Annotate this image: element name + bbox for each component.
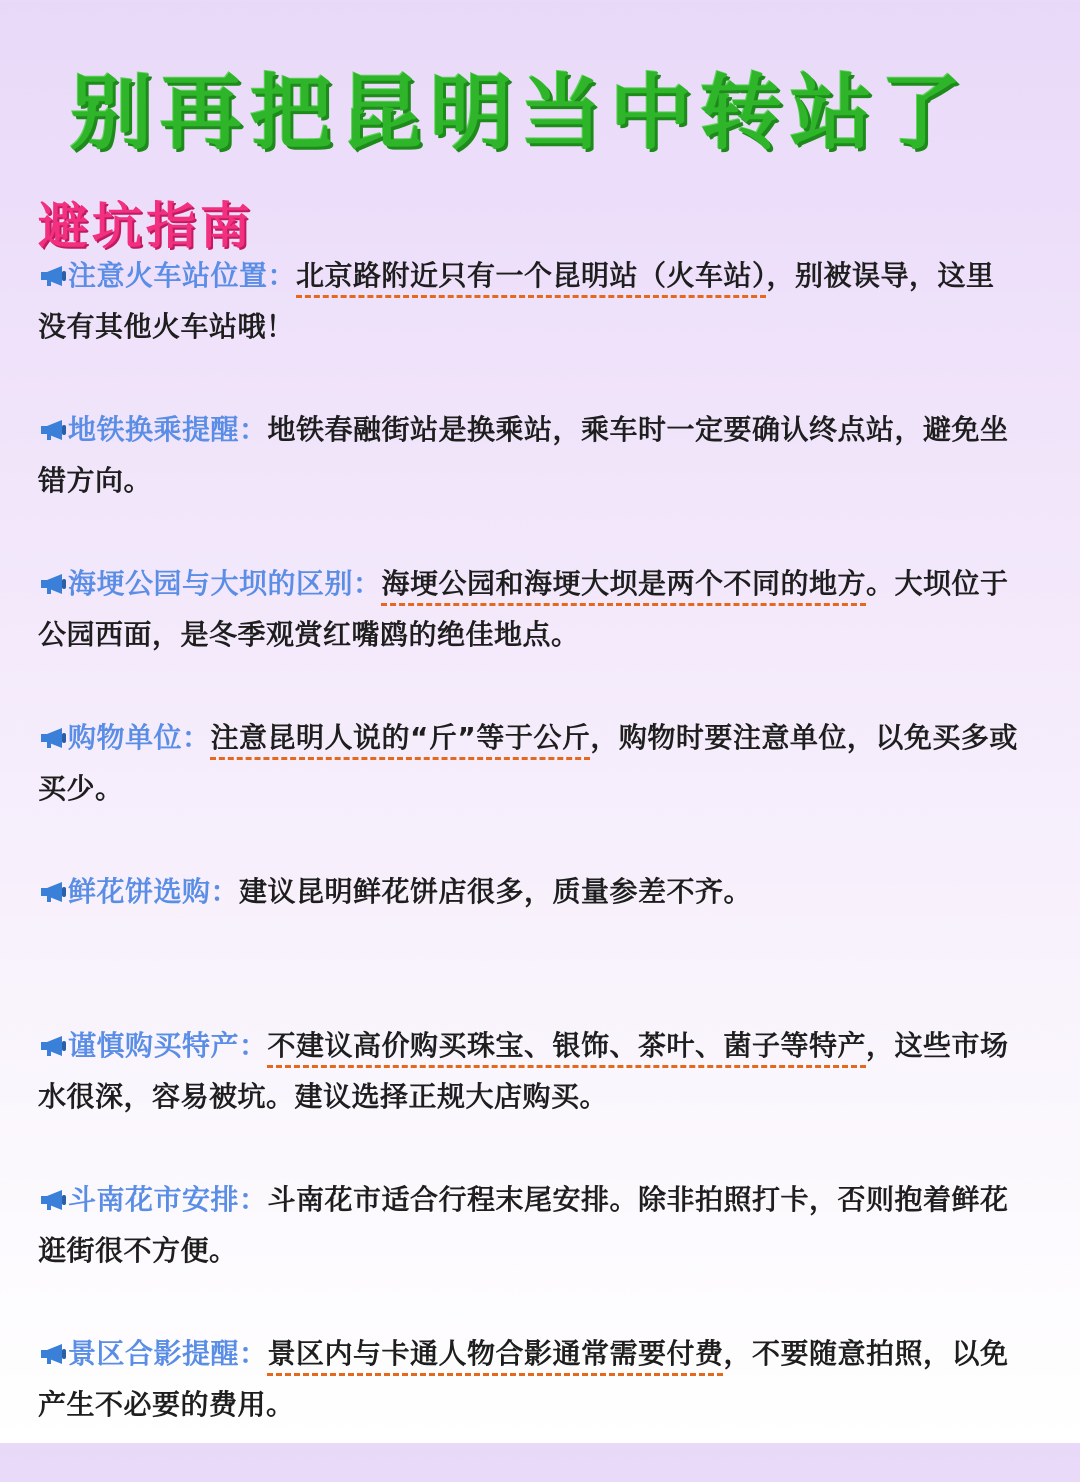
tip-title: 海埂公园与大坝的区别： [68,567,382,600]
tip-text: ，这些市场水很深，容易被坑。建议选择正规大店购买。 [38,1029,1009,1113]
tip-item [38,250,1023,404]
tip-highlight: 海埂公园和海埂大坝是两个不同的地方 [381,567,867,600]
megaphone-icon [38,418,68,442]
tip-highlight: 注意昆明人说的“斤”等于公斤 [210,721,591,754]
tip-highlight: 北京路附近只有一个昆明站（火车站） [296,259,767,292]
tip-highlight: 景区内与卡通人物合影通常需要付费 [267,1337,724,1370]
tip-item [38,1328,1023,1482]
tip-title: 注意火车站位置： [68,259,297,292]
tip-text: 地铁春融街站是换乘站，乘车时一定要确认终点站，避免坐错方向。 [38,413,1009,497]
tip-title: 购物单位： [68,721,211,754]
page-title: 别再把昆明当中转站了 [69,65,970,161]
tip-text: 建议昆明鲜花饼店很多，质量参差不齐。 [239,875,753,908]
tip-item [38,404,1023,558]
tip-title: 斗南花市安排： [68,1183,268,1216]
megaphone-icon [38,726,68,750]
tip-title: 鲜花饼选购： [68,875,240,908]
tip-item [38,558,1023,712]
tip-title: 景区合影提醒： [68,1337,268,1370]
megaphone-icon [38,1188,68,1212]
megaphone-icon [38,264,68,288]
tip-text: ，别被误导，这里没有其他火车站哦！ [38,259,995,343]
tip-title: 谨慎购买特产： [68,1029,268,1062]
megaphone-icon [38,1034,68,1058]
tip-highlight: 不建议高价购买珠宝、银饰、茶叶、菌子等特产 [267,1029,867,1062]
tip-text: ，购物时要注意单位，以免买多或买少。 [38,721,1018,805]
section-subtitle: 避坑指南 [38,196,254,255]
megaphone-icon [38,572,68,596]
tip-text: 斗南花市适合行程末尾安排。除非拍照打卡，否则抱着鲜花逛街很不方便。 [38,1183,1009,1267]
tip-title: 地铁换乘提醒： [68,413,268,446]
tip-item [38,866,1023,970]
tip-item [38,712,1023,866]
tips-list [38,250,1023,1482]
tip-text: 。大坝位于公园西面，是冬季观赏红嘴鸥的绝佳地点。 [38,567,1009,651]
megaphone-icon [38,1342,68,1366]
tip-item [38,1174,1023,1328]
tip-text: ，不要随意拍照，以免产生不必要的费用。 [38,1337,1009,1421]
tip-item [38,1020,1023,1174]
megaphone-icon [38,880,68,904]
